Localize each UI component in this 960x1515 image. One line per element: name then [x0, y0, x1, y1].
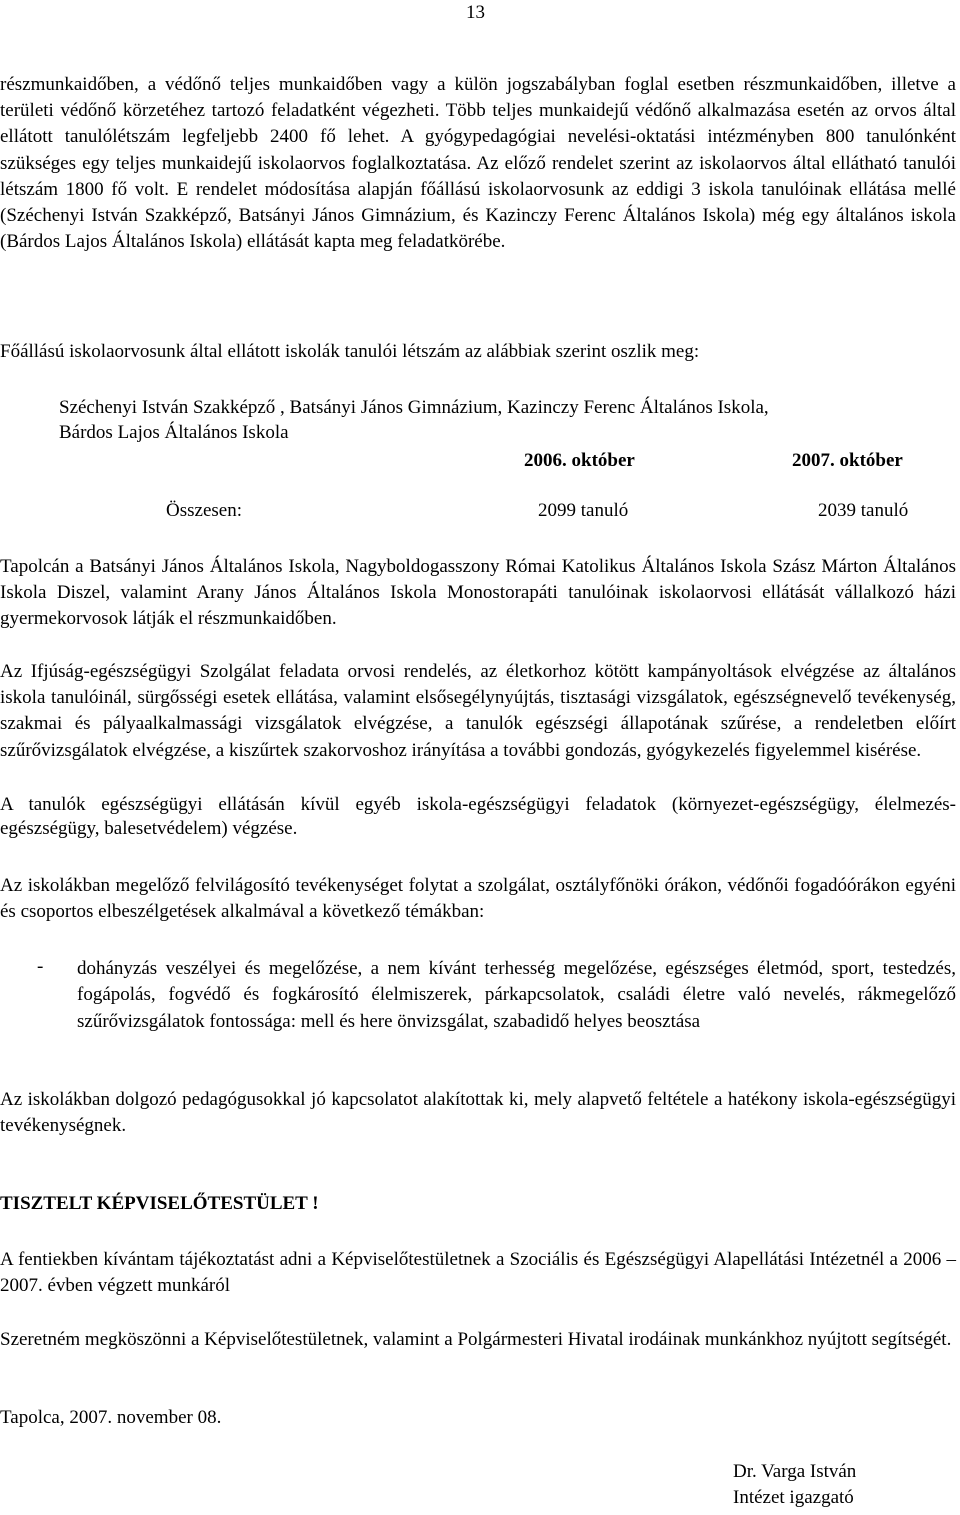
schools-list-line-2: Bárdos Lajos Általános Iskola [59, 422, 289, 443]
table-total-2006: 2099 tanuló [538, 500, 629, 521]
bullet-topics: dohányzás veszélyei és megelőzése, a nem kívánt terhesség megelőzése, egészséges életmód, sport, testedzés, fogápolás, fogvédő és fogkárosító élelmiszerek, párkapcsolatok, családi életre való nevelés, rákmegelőző szűrővizsgálatok fontossága: mell és here önvizsgálat, szabadidő helyes beosztása [77, 958, 956, 1032]
paragraph-thanks: Szeretném megköszönni a Képviselőtestületnek, valamint a Polgármesteri Hivatal irodáinak munkánkhoz nyújtott segítségét. [0, 1329, 952, 1350]
paragraph-teacher-cooperation: Az iskolákban dolgozó pedagógusokkal jó kapcsolatot alakítottak ki, mely alapvető feltétele a hatékony iskola-egészségügyi tevékenységnek. [0, 1089, 956, 1137]
paragraph-youth-health-service: Az Ifjúság-egészségügyi Szolgálat feladata orvosi rendelés, az életkorhoz kötött kampányoltások elvégzése az általános iskola tanulóinál, sürgősségi esetek ellátása, valamint elsősegélynyújtás, tisztasági vizsgálatok, egészségnevelő tevékenység, szakmai és pályaalkalmassági vizsgálatok elvégzése, a tanulók egészségi állapotának szűrése, a rendeletben előírt szűrővizsgálatok elvégzése, a kiszűrtek szakorvoshoz irányítása a további gondozás, gyógykezelés figyelemmel kisérése. [0, 661, 956, 761]
schools-list-line-1: Széchenyi István Szakképző , Batsányi János Gimnázium, Kazinczy Ferenc Általános Iskola, [59, 397, 769, 418]
paragraph-prevention: Az iskolákban megelőző felvilágosító tevékenységet folytat a szolgálat, osztályfőnöki órákon, védőnői fogadóórákon egyéni és csoportos elbeszélgetések alkalmával a következő témákban: [0, 875, 956, 923]
paragraph-tapolca-schools: Tapolcán a Batsányi János Általános Iskola, Nagyboldogasszony Római Katolikus Általános Iskola Szász Márton Általános Iskola Diszel, valamint Arany János Általános Iskola Monostorapáti tanulóinak iskolaorvosi ellátását vállalkozó házi gyermekorvosok látják el részmunkaidőben. [0, 556, 956, 630]
paragraph-other-health-tasks: A tanulók egészségügyi ellátásán kívül egyéb iskola-egészségügyi feladatok (környezet-egészségügy, élelmezés-egészségügy, balesetvédelem) végzése. [0, 794, 956, 839]
paragraph-report-summary: A fentiekben kívántam tájékoztatást adni a Képviselőtestületnek a Szociális és Egészségügyi Alapellátási Intézetnél a 2006 – 2007. évben végzett munkáról [0, 1249, 956, 1297]
signature-title: Intézet igazgató [733, 1487, 854, 1508]
signature-name: Dr. Varga István [733, 1461, 857, 1482]
place-date: Tapolca, 2007. november 08. [0, 1407, 222, 1428]
table-header-2007: 2007. október [792, 450, 903, 471]
heading-address: TISZTELT KÉPVISELŐTESTÜLET ! [0, 1193, 319, 1214]
paragraph-student-distribution-intro: Főállású iskolaorvosunk által ellátott iskolák tanulói létszám az alábbiak szerint oszlik meg: [0, 341, 700, 362]
table-total-label: Összesen: [166, 500, 242, 521]
paragraph-school-doctor-regulation: részmunkaidőben, a védőnő teljes munkaidőben vagy a külön jogszabályban foglal esetben részmunkaidőben, illetve a területi védőnő körzetéhez tartozó feladatként végezheti. Több teljes munkaidejű védőnő alkalmazása esetén az orvos által ellátott tanulólétszám legfeljebb 2400 fő lehet. A gyógypedagógiai nevelési-oktatási intézményben 800 tanulónként szükséges egy teljes munkaidejű iskolaorvos foglalkoztatása. Az előző rendelet szerint az iskolaorvos által ellátható tanulói létszám 1800 fő volt. E rendelet módosítása alapján főállású iskolaorvosunk az eddigi 3 iskola tanulóinak ellátása mellé (Széchenyi István Szakképző, Batsányi János Gimnázium, és Kazinczy Ferenc Általános Iskola) még egy általános iskola (Bárdos Lajos Általános Iskola) ellátását kapta meg feladatkörébe. [0, 74, 956, 253]
table-header-2006: 2006. október [524, 450, 635, 471]
table-total-2007: 2039 tanuló [818, 500, 909, 521]
bullet-dash: - [37, 956, 44, 977]
page-number: 13 [466, 2, 485, 23]
